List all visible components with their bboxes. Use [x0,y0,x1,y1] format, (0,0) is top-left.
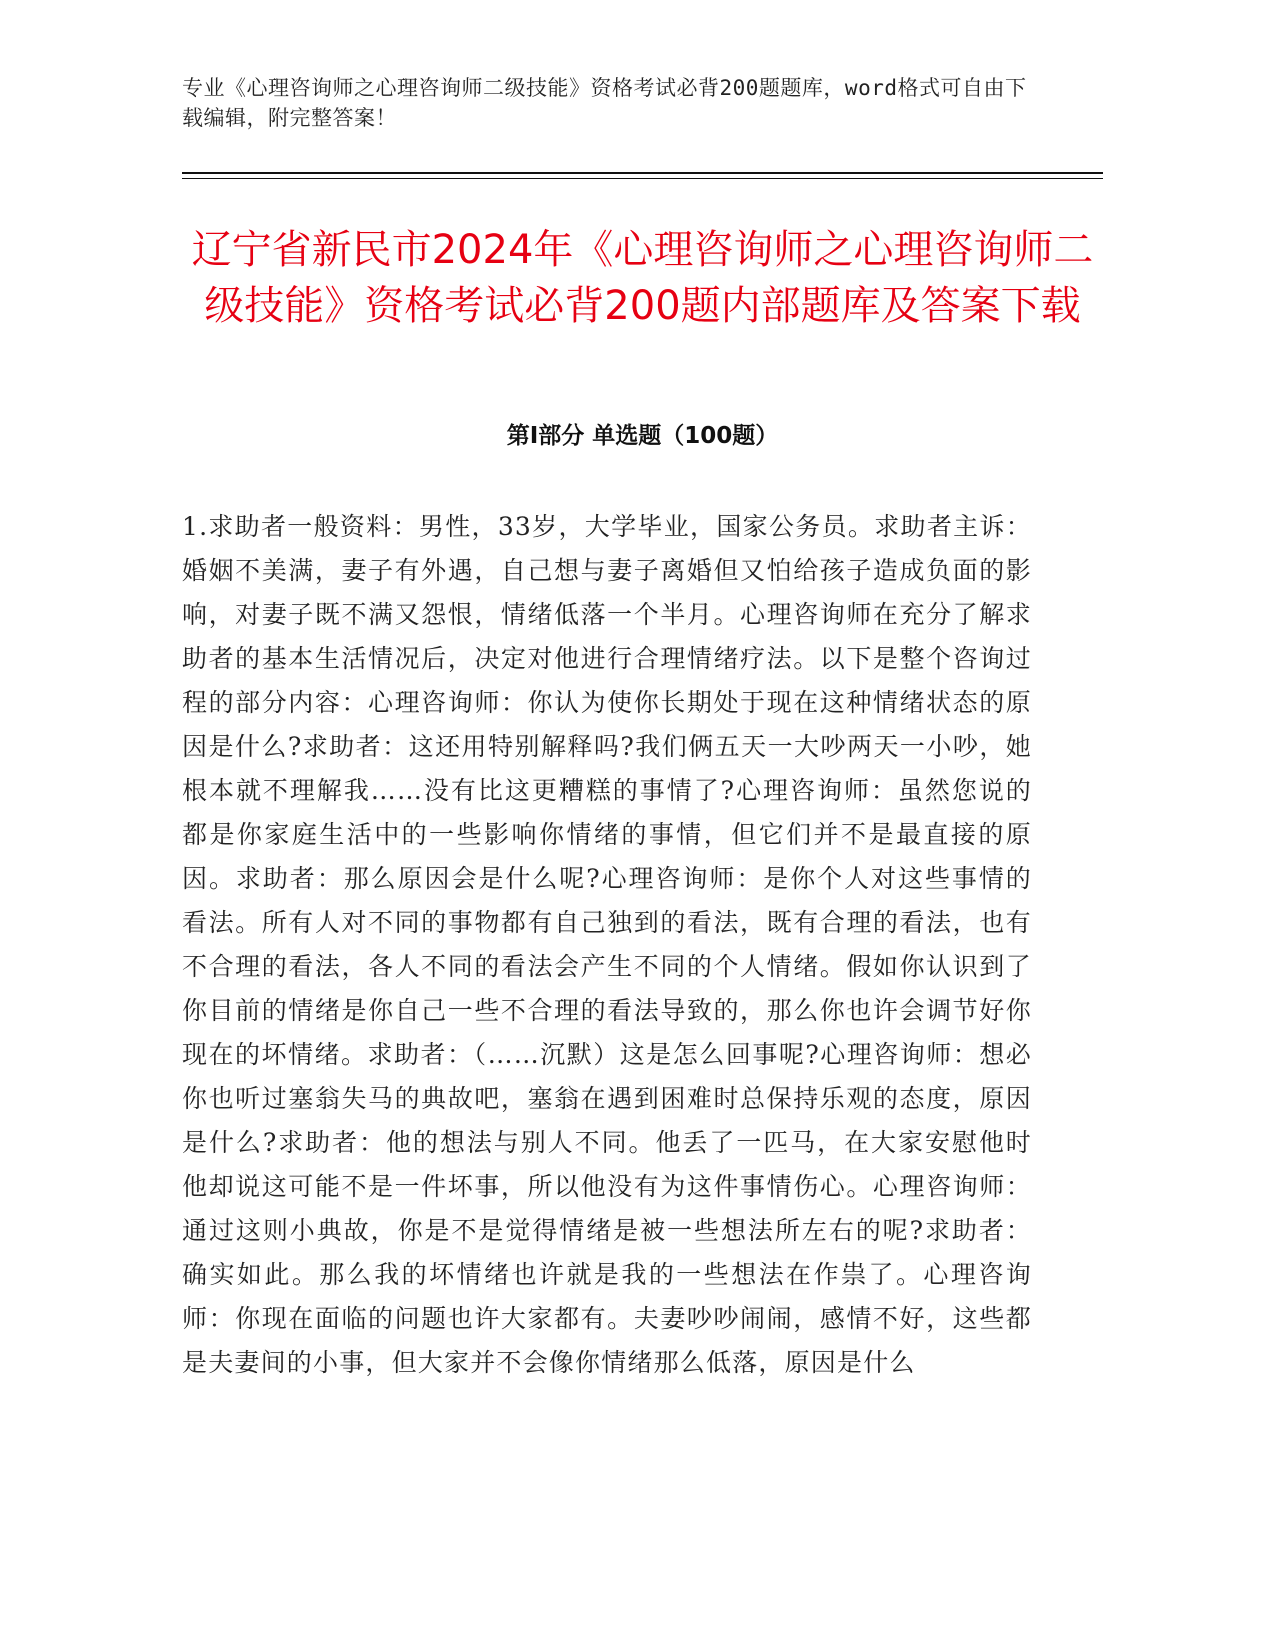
section-heading: 第Ⅰ部分 单选题（100题） [506,423,779,449]
question-text: 1.求助者一般资料：男性，33岁，大学毕业，国家公务员。求助者主诉：婚姻不美满，妻子有外遇，自己想与妻子离婚但又怕给孩子造成负面的影响，对妻子既不满又怨恨，情绪低落一个半月。心理咨询师在充分了解求助者的基本生活情况后，决定对他进行合理情绪疗法。以下是整个咨询过程的部分内容：心理咨询师：你认为使你长期处于现在这种情绪状态的原因是什么?求助者：这还用特别解释吗?我们俩五天一大吵两天一小吵，她根本就不理解我……没有比这更糟糕的事情了?心理咨询师：虽然您说的都是你家庭生活中的一些影响你情绪的事情，但它们并不是最直接的原因。求助者：那么原因会是什么呢?心理咨询师：是你个人对这些事情的看法。所有人对不同的事物都有自己独到的看法，既有合理的看法，也有不合理的看法，各人不同的看法会产生不同的个人情绪。假如你认识到了你目前的情绪是你自己一些不合理的看法导致的，那么你也许会调节好你现在的坏情绪。求助者：（……沉默）这是怎么回事呢?心理咨询师：想必你也听过塞翁失马的典故吧，塞翁在遇到困难时总保持乐观的态度，原因是什么?求助者：他的想法与别人不同。他丢了一匹马，在大家安慰他时他却说这可能不是一件坏事，所以他没有为这件事情伤心。心理咨询师：通过这则小典故，你是不是觉得情绪是被一些想法所左右的呢?求助者：确实如此。那么我的坏情绪也许就是我的一些想法在作祟了。心理咨询师：你现在面临的问题也许大家都有。夫妻吵吵闹闹，感情不好，这些都是夫妻间的小事，但大家并不会像你情绪那么低落，原因是什么 [182,512,1032,1377]
header-divider-thick [182,172,1103,174]
header-divider-thin [182,178,1103,179]
document-title: 辽宁省新民市2024年《心理咨询师之心理咨询师二级技能》资格考试必背200题内部题库及答案下载 [191,227,1094,329]
header-note: 专业《心理咨询师之心理咨询师二级技能》资格考试必背200题题库，word格式可自由下载编辑，附完整答案！ [182,76,1027,130]
